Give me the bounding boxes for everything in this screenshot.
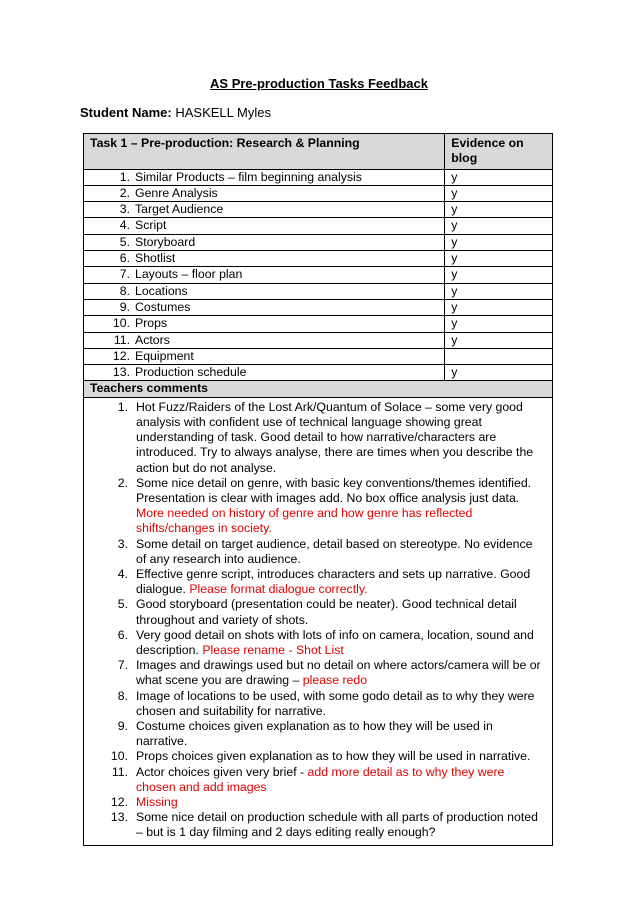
comment-text [136,689,546,719]
comment-number: 11. [111,764,128,779]
comment-text-red: please redo [302,673,368,688]
comment-text [136,400,546,476]
evidence-cell: y [445,267,553,283]
evidence-cell: y [445,234,553,250]
comment-number: 2. [117,475,128,490]
comments-cell [84,397,553,845]
evidence-cell: y [445,316,553,332]
task-cell [84,218,445,234]
table-row [84,299,553,315]
table-row [84,169,553,185]
comment-text [136,537,546,567]
comment-item [90,400,546,476]
comment-item [90,628,546,658]
comment-text [136,765,546,795]
evidence-cell: y [445,332,553,348]
table-row [84,185,553,201]
evidence-cell: y [445,185,553,201]
task-cell [84,299,445,315]
comment-item [90,476,546,537]
task-label: Production schedule [135,365,247,380]
comment-text-black: Props choices given explanation as to how they will be used in narrative. [136,749,531,764]
feedback-table [83,133,553,846]
evidence-cell [445,348,553,364]
task-cell [84,251,445,267]
task-label: Props [135,316,168,331]
comment-text-black: Some detail on target audience, detail based on stereotype. No evidence of any research into audience. [136,536,533,566]
task-number: 12. [112,348,130,363]
comment-text-black: Image of locations to be used, with some godo detail as to why they were chosen and suitability for narrative. [136,688,535,718]
task-label: Layouts – floor plan [135,267,243,282]
task-number: 6. [119,251,130,266]
comment-text-red: Missing [136,795,178,810]
comment-text-black: Images and drawings used but no detail on where actors/camera will be or what scene you are drawing – [136,658,541,688]
comment-number: 7. [117,658,128,673]
comment-text-red: add more detail as to why they were chosen and add images [136,764,505,794]
evidence-cell: y [445,251,553,267]
comment-text-red: More needed on history of genre and how genre has reflected shifts/changes in society. [136,506,473,536]
task-number: 11. [113,332,130,347]
task-cell [84,332,445,348]
comment-number: 1. [117,399,128,414]
comment-item [90,765,546,795]
task-cell [84,283,445,299]
table-row [84,202,553,218]
task-number: 13. [112,365,130,380]
comment-text [136,658,546,688]
table-header-row [84,134,553,170]
evidence-cell: y [445,169,553,185]
comment-item [90,749,546,764]
task-number: 9. [119,299,130,314]
comment-text [136,810,546,840]
task-number: 4. [119,218,130,233]
task-cell [84,234,445,250]
table-row [84,218,553,234]
evidence-cell: y [445,202,553,218]
table-row [84,251,553,267]
task-cell [84,169,445,185]
comment-number: 10. [110,749,128,764]
evidence-cell: y [445,299,553,315]
comment-text-red: Please rename - Shot List [202,643,344,657]
comment-item [90,658,546,688]
task-label: Genre Analysis [135,185,218,200]
student-name-value: HASKELL Myles [175,105,271,120]
comment-number: 8. [117,688,128,703]
task-label: Locations [135,283,188,298]
comment-number: 5. [117,597,128,612]
task-cell [84,202,445,218]
comment-text [136,597,546,627]
evidence-cell: y [445,365,553,381]
task-cell [84,348,445,364]
comment-number: 9. [117,719,128,734]
task-label: Target Audience [135,202,224,217]
comment-number: 12. [110,795,128,810]
task-number: 5. [119,234,130,249]
comment-text [136,476,546,537]
comment-text-black: Good storyboard (presentation could be neater). Good technical detail throughout and variety of shots. [136,597,517,627]
comments-header: Teachers comments [84,381,553,397]
task-cell [84,365,445,381]
task-label: Script [135,218,167,233]
comment-item [90,689,546,719]
task-cell [84,185,445,201]
table-row [84,283,553,299]
task-number: 3. [119,202,130,217]
evidence-cell: y [445,218,553,234]
comment-text-red: Please format dialogue correctly. [189,582,368,597]
task-cell [84,267,445,283]
comment-number: 6. [117,627,128,642]
comment-number: 4. [117,566,128,581]
student-name-line [80,105,271,120]
task-label: Actors [135,332,170,347]
task-number: 1. [119,169,130,184]
comment-item [90,597,546,627]
comments-row [84,397,553,845]
student-name-label: Student Name: [80,105,172,120]
evidence-cell: y [445,283,553,299]
task-label: Storyboard [135,234,196,249]
task-header: Task 1 – Pre-production: Research & Planning [84,134,445,170]
comment-text-black: Effective genre script, introduces characters and sets up narrative. Good dialogue. [136,566,531,597]
comment-number: 3. [117,536,128,551]
task-cell [84,316,445,332]
task-number: 10. [112,316,130,331]
evidence-header: Evidence on blog [445,134,553,170]
table-row [84,234,553,250]
task-label: Shotlist [135,251,176,266]
comment-text-black: Some nice detail on genre, with basic key conventions/themes identified. Presentation is clear with images add. No box office analysis just data. [136,475,532,505]
comment-item [90,719,546,749]
comment-item [90,795,546,810]
table-row [84,348,553,364]
comment-text-black: Very good detail on shots with lots of info on camera, location, sound and description. [136,627,534,657]
task-label: Similar Products – film beginning analysis [135,169,362,184]
comments-header-row [84,381,553,397]
task-label: Costumes [135,299,191,314]
comment-item [90,567,546,597]
task-label: Equipment [135,348,194,363]
comment-item [90,810,546,840]
comment-text-black: Actor choices given very brief - [136,764,305,779]
comment-text [136,567,546,597]
document-title: AS Pre-production Tasks Feedback [210,76,428,91]
table-row [84,316,553,332]
comment-number: 13. [110,810,128,825]
comment-text [136,719,546,749]
comment-text-black: Hot Fuzz/Raiders of the Lost Ark/Quantum of Solace – some very good analysis with confident use of technical language showing great understanding of task. Good detail to how narrative/characters are introduced. Try to always analyse, there are times when you describe the action but do not analyse. [136,399,534,475]
table-row [84,267,553,283]
comment-item [90,537,546,567]
comment-text [136,628,546,658]
task-number: 7. [119,267,130,282]
comment-text [136,749,546,764]
comment-text [136,795,546,810]
comment-text-black: Some nice detail on production schedule with all parts of production noted – but is 1 day filming and 2 days editing really enough? [136,810,538,840]
table-row [84,332,553,348]
table-row [84,365,553,381]
task-number: 2. [119,185,130,200]
task-number: 8. [119,283,130,298]
comment-text-black: Costume choices given explanation as to how they will be used in narrative. [136,719,493,749]
